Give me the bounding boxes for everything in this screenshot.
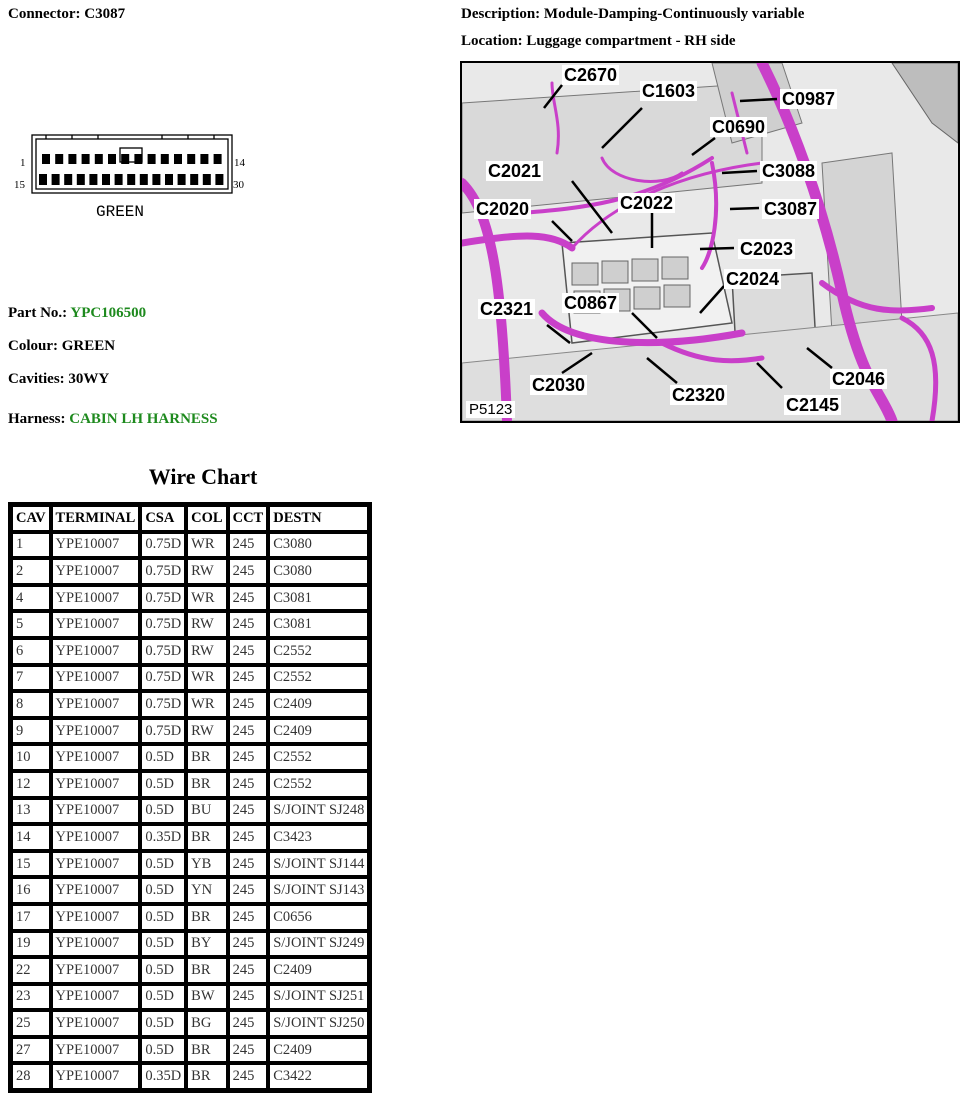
- cell-csa: 0.5D: [141, 1011, 185, 1036]
- connector-pin-top: [108, 154, 116, 164]
- callout-c0690: C0690: [712, 117, 766, 137]
- cell-destn: S/JOINT SJ143: [269, 878, 368, 903]
- cell-cct: 245: [229, 825, 268, 850]
- table-row: [12, 612, 368, 637]
- table-row: [12, 666, 368, 691]
- cell-destn: C3081: [269, 612, 368, 637]
- part-no-label: Part No.:: [8, 305, 68, 321]
- cell-cct: 245: [229, 985, 268, 1010]
- cell-csa: 0.75D: [141, 586, 185, 611]
- harness-value: CABIN LH HARNESS: [69, 411, 218, 427]
- cell-destn: C3422: [269, 1064, 368, 1089]
- wire-chart-table: [8, 502, 372, 1093]
- cell-cct: 245: [229, 692, 268, 717]
- cell-csa: 0.75D: [141, 666, 185, 691]
- callout-c0987: C0987: [782, 89, 836, 109]
- cell-col: BR: [187, 905, 226, 930]
- header-destn: DESTN: [269, 506, 368, 531]
- connector-pin-top: [121, 154, 129, 164]
- cell-destn: C0656: [269, 905, 368, 930]
- cell-cav: 12: [12, 772, 50, 797]
- table-row: [12, 559, 368, 584]
- callout-c1603: C1603: [642, 81, 696, 101]
- cell-csa: 0.35D: [141, 825, 185, 850]
- connector-pin-bottom: [102, 174, 110, 185]
- cell-terminal: YPE10007: [52, 1011, 140, 1036]
- table-row: [12, 799, 368, 824]
- cell-csa: 0.75D: [141, 559, 185, 584]
- connector-pin-bottom: [64, 174, 72, 185]
- callout-c2670: C2670: [564, 65, 618, 85]
- location-photo: [460, 61, 960, 423]
- connector-pin-bottom: [89, 174, 97, 185]
- harness-label: Harness:: [8, 411, 66, 427]
- part-no-value: YPC106500: [70, 305, 147, 321]
- callout-c2024: C2024: [726, 269, 780, 289]
- connector-pin-bottom: [115, 174, 123, 185]
- table-row: [12, 878, 368, 903]
- cell-col: BR: [187, 958, 226, 983]
- table-row: [12, 825, 368, 850]
- cell-cav: 16: [12, 878, 50, 903]
- cell-cct: 245: [229, 612, 268, 637]
- cell-terminal: YPE10007: [52, 772, 140, 797]
- cell-terminal: YPE10007: [52, 612, 140, 637]
- cell-terminal: YPE10007: [52, 878, 140, 903]
- cell-cav: 7: [12, 666, 50, 691]
- callout-c2320: C2320: [672, 385, 726, 405]
- cell-destn: S/JOINT SJ250: [269, 1011, 368, 1036]
- callout-c2046: C2046: [832, 369, 886, 389]
- cell-terminal: YPE10007: [52, 825, 140, 850]
- callout-c0867: C0867: [564, 293, 618, 313]
- colour-line: [8, 338, 115, 355]
- table-row: [12, 639, 368, 664]
- description-label: Description:: [461, 6, 541, 22]
- connector-pin-bottom: [152, 174, 160, 185]
- cell-cct: 245: [229, 719, 268, 744]
- pin-label-14: 14: [234, 157, 245, 169]
- cell-csa: 0.5D: [141, 932, 185, 957]
- connector-pin-top: [174, 154, 182, 164]
- cell-col: RW: [187, 639, 226, 664]
- connector-value: C3087: [84, 6, 126, 22]
- cell-terminal: YPE10007: [52, 799, 140, 824]
- connector-pin-top: [187, 154, 195, 164]
- cell-csa: 0.75D: [141, 692, 185, 717]
- colour-value: GREEN: [61, 338, 116, 354]
- cell-cct: 245: [229, 559, 268, 584]
- cell-csa: 0.5D: [141, 852, 185, 877]
- callout-c3087: C3087: [764, 199, 818, 219]
- connector-pin-bottom: [127, 174, 135, 185]
- cell-terminal: YPE10007: [52, 639, 140, 664]
- cell-destn: S/JOINT SJ144: [269, 852, 368, 877]
- colour-label: Colour:: [8, 338, 58, 354]
- cell-terminal: YPE10007: [52, 905, 140, 930]
- table-row: [12, 958, 368, 983]
- callout-c2020: C2020: [476, 199, 530, 219]
- table-row: [12, 586, 368, 611]
- cell-col: BR: [187, 1064, 226, 1089]
- cell-csa: 0.5D: [141, 799, 185, 824]
- cell-cav: 9: [12, 719, 50, 744]
- cell-destn: S/JOINT SJ249: [269, 932, 368, 957]
- description-line: [461, 6, 804, 23]
- connector-pin-bottom: [77, 174, 85, 185]
- cell-col: BY: [187, 932, 226, 957]
- table-row: [12, 932, 368, 957]
- connector-pin-bottom: [165, 174, 173, 185]
- pin-label-1: 1: [20, 157, 26, 169]
- cell-terminal: YPE10007: [52, 745, 140, 770]
- cell-csa: 0.75D: [141, 719, 185, 744]
- cell-csa: 0.5D: [141, 745, 185, 770]
- callout-c2145: C2145: [786, 395, 840, 415]
- part-no-line: [8, 305, 146, 322]
- header-col: COL: [187, 506, 226, 531]
- connector-pin-top: [68, 154, 76, 164]
- cell-csa: 0.5D: [141, 772, 185, 797]
- cell-cct: 245: [229, 533, 268, 558]
- cell-csa: 0.5D: [141, 905, 185, 930]
- cell-cct: 245: [229, 586, 268, 611]
- cell-cav: 22: [12, 958, 50, 983]
- cell-destn: C2552: [269, 666, 368, 691]
- cell-cct: 245: [229, 905, 268, 930]
- connector-diagram: [12, 130, 252, 225]
- connector-pin-bottom: [39, 174, 47, 185]
- cell-destn: C2409: [269, 1038, 368, 1063]
- cell-csa: 0.35D: [141, 1064, 185, 1089]
- cell-col: BW: [187, 985, 226, 1010]
- connector-line: [8, 6, 125, 23]
- connector-face-drawing: [12, 130, 252, 225]
- cell-csa: 0.75D: [141, 533, 185, 558]
- cell-cav: 15: [12, 852, 50, 877]
- cell-col: WR: [187, 533, 226, 558]
- cell-csa: 0.5D: [141, 985, 185, 1010]
- connector-pin-top: [134, 154, 142, 164]
- cell-cav: 28: [12, 1064, 50, 1089]
- cell-csa: 0.5D: [141, 878, 185, 903]
- wire-chart-header-row: [12, 506, 368, 531]
- cell-cav: 23: [12, 985, 50, 1010]
- cell-col: BG: [187, 1011, 226, 1036]
- location-line: [461, 33, 736, 50]
- cell-cct: 245: [229, 932, 268, 957]
- cell-col: BR: [187, 772, 226, 797]
- cell-col: BR: [187, 1038, 226, 1063]
- cavities-line: [8, 371, 109, 388]
- cell-cct: 245: [229, 666, 268, 691]
- cell-col: WR: [187, 692, 226, 717]
- cell-cct: 245: [229, 1038, 268, 1063]
- location-label: Location:: [461, 33, 523, 49]
- cell-cct: 245: [229, 639, 268, 664]
- connector-pin-top: [214, 154, 222, 164]
- header-cct: CCT: [229, 506, 268, 531]
- cell-col: WR: [187, 586, 226, 611]
- cell-terminal: YPE10007: [52, 586, 140, 611]
- connector-pin-bottom: [178, 174, 186, 185]
- connector-label: Connector:: [8, 6, 81, 22]
- table-row: [12, 1011, 368, 1036]
- cell-destn: C3423: [269, 825, 368, 850]
- table-row: [12, 1064, 368, 1089]
- cell-terminal: YPE10007: [52, 1064, 140, 1089]
- cell-destn: C2409: [269, 692, 368, 717]
- location-value: Luggage compartment - RH side: [526, 33, 736, 49]
- cell-cct: 245: [229, 958, 268, 983]
- cell-col: RW: [187, 612, 226, 637]
- cell-cct: 245: [229, 852, 268, 877]
- cell-destn: C3080: [269, 559, 368, 584]
- table-row: [12, 772, 368, 797]
- connector-pin-bottom: [140, 174, 148, 185]
- cell-csa: 0.75D: [141, 639, 185, 664]
- table-row: [12, 745, 368, 770]
- cell-cct: 245: [229, 1011, 268, 1036]
- cell-cav: 5: [12, 612, 50, 637]
- cell-destn: C2409: [269, 958, 368, 983]
- cell-cav: 25: [12, 1011, 50, 1036]
- harness-line: [8, 411, 218, 428]
- connector-pin-top: [55, 154, 63, 164]
- cell-cav: 27: [12, 1038, 50, 1063]
- cell-cav: 17: [12, 905, 50, 930]
- connector-pin-top: [148, 154, 156, 164]
- cell-destn: C2552: [269, 639, 368, 664]
- cell-cct: 245: [229, 1064, 268, 1089]
- cell-cct: 245: [229, 878, 268, 903]
- photo-reference: P5123: [466, 401, 515, 418]
- callout-c2023: C2023: [740, 239, 794, 259]
- cell-destn: C3081: [269, 586, 368, 611]
- header-csa: CSA: [141, 506, 185, 531]
- cell-csa: 0.5D: [141, 958, 185, 983]
- cell-cct: 245: [229, 745, 268, 770]
- cell-cav: 2: [12, 559, 50, 584]
- cell-cct: 245: [229, 799, 268, 824]
- cell-col: YB: [187, 852, 226, 877]
- cell-destn: C2552: [269, 772, 368, 797]
- cell-cav: 10: [12, 745, 50, 770]
- callout-c2030: C2030: [532, 375, 586, 395]
- callout-c3088: C3088: [762, 161, 816, 181]
- connector-pin-top: [82, 154, 90, 164]
- connector-pin-bottom: [190, 174, 198, 185]
- cell-terminal: YPE10007: [52, 559, 140, 584]
- cell-cav: 8: [12, 692, 50, 717]
- cavities-value: 30WY: [68, 371, 110, 387]
- cell-cav: 14: [12, 825, 50, 850]
- cell-col: RW: [187, 719, 226, 744]
- cell-col: BR: [187, 825, 226, 850]
- cell-col: RW: [187, 559, 226, 584]
- table-row: [12, 985, 368, 1010]
- cell-csa: 0.75D: [141, 612, 185, 637]
- cell-terminal: YPE10007: [52, 852, 140, 877]
- table-row: [12, 905, 368, 930]
- cell-terminal: YPE10007: [52, 985, 140, 1010]
- wire-chart-title: Wire Chart: [148, 464, 258, 489]
- cell-csa: 0.5D: [141, 1038, 185, 1063]
- cell-terminal: YPE10007: [52, 719, 140, 744]
- table-row: [12, 852, 368, 877]
- cavities-label: Cavities:: [8, 371, 65, 387]
- cell-col: BR: [187, 745, 226, 770]
- cell-cct: 245: [229, 772, 268, 797]
- cell-col: BU: [187, 799, 226, 824]
- cell-terminal: YPE10007: [52, 533, 140, 558]
- cell-destn: S/JOINT SJ248: [269, 799, 368, 824]
- cell-terminal: YPE10007: [52, 666, 140, 691]
- callout-c2021: C2021: [488, 161, 542, 181]
- header-cav: CAV: [12, 506, 50, 531]
- cell-destn: S/JOINT SJ251: [269, 985, 368, 1010]
- table-row: [12, 533, 368, 558]
- pin-label-15: 15: [14, 179, 25, 191]
- connector-pin-bottom: [203, 174, 211, 185]
- table-row: [12, 1038, 368, 1063]
- cell-cav: 6: [12, 639, 50, 664]
- cell-destn: C2552: [269, 745, 368, 770]
- header-terminal: TERMINAL: [52, 506, 140, 531]
- cell-col: YN: [187, 878, 226, 903]
- table-row: [12, 719, 368, 744]
- cell-cav: 13: [12, 799, 50, 824]
- cell-cav: 4: [12, 586, 50, 611]
- connector-pin-bottom: [52, 174, 60, 185]
- connector-pin-bottom: [215, 174, 223, 185]
- cell-destn: C2409: [269, 719, 368, 744]
- connector-pin-top: [95, 154, 103, 164]
- table-row: [12, 692, 368, 717]
- cell-destn: C3080: [269, 533, 368, 558]
- cell-terminal: YPE10007: [52, 1038, 140, 1063]
- connector-pin-top: [161, 154, 169, 164]
- cell-col: WR: [187, 666, 226, 691]
- cell-cav: 19: [12, 932, 50, 957]
- connector-pin-top: [200, 154, 208, 164]
- cell-terminal: YPE10007: [52, 692, 140, 717]
- description-value: Module-Damping-Continuously variable: [543, 6, 805, 22]
- cell-terminal: YPE10007: [52, 932, 140, 957]
- cell-cav: 1: [12, 533, 50, 558]
- connector-pin-top: [42, 154, 50, 164]
- callout-c2022: C2022: [620, 193, 674, 213]
- callout-c2321: C2321: [480, 299, 534, 319]
- connector-colour-text: GREEN: [96, 203, 145, 221]
- cell-terminal: YPE10007: [52, 958, 140, 983]
- pin-label-30: 30: [233, 179, 244, 191]
